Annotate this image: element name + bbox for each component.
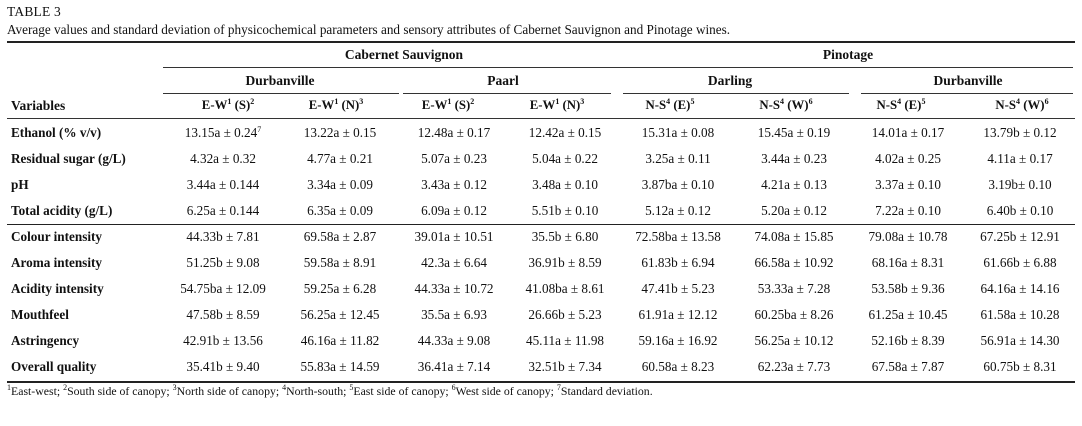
table-cell: 44.33b ± 7.81 xyxy=(186,229,260,244)
table-cell: 42.91b ± 13.56 xyxy=(183,333,263,348)
table-row xyxy=(7,328,1075,354)
row-label: Acidity intensity xyxy=(11,281,104,296)
column-header: $N-S^4$ $(E)^5$ xyxy=(876,97,926,112)
table-cell: 44.33a ± 10.72 xyxy=(414,281,494,296)
table-cell: 56.25a ± 10.12 xyxy=(754,333,834,348)
column-header: $N-S^4$ $(W)^6$ xyxy=(995,97,1049,112)
table-cell: $13.15a \pm 0.24^7$ xyxy=(184,125,262,140)
table-cell: 67.58a ± 7.87 xyxy=(871,359,945,374)
region-underline-durbanville-cs xyxy=(163,93,399,94)
table-cell: 3.44a ± 0.23 xyxy=(761,151,827,166)
table-cell: 13.22a ± 0.15 xyxy=(303,125,377,140)
table-cell: 3.48a ± 0.10 xyxy=(532,177,598,192)
table-cell: 35.5b ± 6.80 xyxy=(531,229,599,244)
region-underline-durbanville-pt xyxy=(861,93,1073,94)
table-row xyxy=(7,224,1075,250)
table-cell: 56.25a ± 12.45 xyxy=(300,307,380,322)
row-label: Total acidity (g/L) xyxy=(11,203,113,218)
table-cell: 52.16b ± 8.39 xyxy=(871,333,945,348)
cultivar-underline xyxy=(163,67,1073,68)
table-cell: 36.91b ± 8.59 xyxy=(528,255,602,270)
table-cell: 3.34a ± 0.09 xyxy=(307,177,373,192)
table-cell: 53.58b ± 9.36 xyxy=(871,281,945,296)
column-header: $N-S^4$ $(W)^6$ xyxy=(759,97,813,112)
table-row xyxy=(7,120,1075,146)
row-label: Ethanol (% v/v) xyxy=(11,125,102,140)
table-cell: 39.01a ± 10.51 xyxy=(414,229,494,244)
table-cell: 64.16a ± 14.16 xyxy=(980,281,1060,296)
table-cell: 35.41b ± 9.40 xyxy=(186,359,260,374)
table-row xyxy=(7,198,1075,224)
row-label: Overall quality xyxy=(11,359,97,374)
table-cell: 56.91a ± 14.30 xyxy=(980,333,1060,348)
table-cell: 59.25a ± 6.28 xyxy=(303,281,377,296)
region-header-durbanville-cs: Durbanville xyxy=(245,73,315,88)
table-cell: 79.08a ± 10.78 xyxy=(868,229,948,244)
table-cell: 47.58b ± 8.59 xyxy=(186,307,260,322)
table-cell: 67.25b ± 12.91 xyxy=(980,229,1060,244)
table-cell: 15.31a ± 0.08 xyxy=(641,125,715,140)
column-header: $N-S^4$ $(E)^5$ xyxy=(645,97,695,112)
column-header: $E-W^1$ $(N)^3$ xyxy=(529,97,585,112)
table-cell: 5.04a ± 0.22 xyxy=(532,151,598,166)
table-cell: 5.20a ± 0.12 xyxy=(761,203,827,218)
table-cell: 61.58a ± 10.28 xyxy=(980,307,1060,322)
variables-header: Variables xyxy=(11,98,66,113)
table-cell: 47.41b ± 5.23 xyxy=(641,281,715,296)
table-cell: 5.12a ± 0.12 xyxy=(645,203,711,218)
table-row xyxy=(7,354,1075,380)
table-row xyxy=(7,172,1075,198)
data-table xyxy=(7,120,1075,380)
table-cell: 61.83b ± 6.94 xyxy=(641,255,715,270)
column-header: $E-W^1$ $(S)^2$ xyxy=(201,97,255,112)
table-cell: 3.44a ± 0.144 xyxy=(186,177,260,192)
table-cell: 4.77a ± 0.21 xyxy=(307,151,373,166)
table-cell: 53.33a ± 7.28 xyxy=(757,281,831,296)
table-cell: 74.08a ± 15.85 xyxy=(754,229,834,244)
table-cell: 60.58a ± 8.23 xyxy=(641,359,715,374)
table-cell: 51.25b ± 9.08 xyxy=(186,255,260,270)
table-cell: 4.21a ± 0.13 xyxy=(761,177,827,192)
table-cell: 54.75ba ± 12.09 xyxy=(180,281,266,296)
table-cell: 55.83a ± 14.59 xyxy=(300,359,380,374)
table-cell: 61.66b ± 6.88 xyxy=(983,255,1057,270)
region-header-paarl: Paarl xyxy=(487,73,519,88)
table-cell: 14.01a ± 0.17 xyxy=(871,125,945,140)
table-cell: 41.08ba ± 8.61 xyxy=(525,281,605,296)
table-cell: 35.5a ± 6.93 xyxy=(421,307,487,322)
region-header-darling: Darling xyxy=(707,73,753,88)
table-cell: 6.25a ± 0.144 xyxy=(186,203,260,218)
table-cell: 5.51b ± 0.10 xyxy=(531,203,599,218)
table-row xyxy=(7,250,1075,276)
table-cell: 12.48a ± 0.17 xyxy=(417,125,491,140)
table-cell: 3.87ba ± 0.10 xyxy=(641,177,715,192)
table-cell: 61.25a ± 10.45 xyxy=(868,307,948,322)
header-rule xyxy=(7,118,1075,119)
cultivar-header-cabernet: Cabernet Sauvignon xyxy=(344,47,464,62)
table-cell: 36.41a ± 7.14 xyxy=(417,359,491,374)
table-cell: 59.16a ± 16.92 xyxy=(638,333,718,348)
table-cell: 4.32a ± 0.32 xyxy=(190,151,256,166)
region-header-durbanville-pt: Durbanville xyxy=(933,73,1003,88)
table-cell: 3.25a ± 0.11 xyxy=(645,151,711,166)
table-cell: 3.37a ± 0.10 xyxy=(875,177,941,192)
table-cell: 61.91a ± 12.12 xyxy=(638,307,718,322)
table-cell: 32.51b ± 7.34 xyxy=(528,359,602,374)
table-cell: 26.66b ± 5.23 xyxy=(528,307,602,322)
region-underline-paarl xyxy=(403,93,611,94)
table-cell: 4.11a ± 0.17 xyxy=(987,151,1053,166)
table-cell: 59.58a ± 8.91 xyxy=(303,255,377,270)
table-footnote: $^1$East-west; $^2$South side of canopy; $^3$North side of canopy; $^4$North-south; $^5$East side of canopy; $^6$West side of canopy; $^7$Standard deviation. xyxy=(7,383,653,398)
table-cell: 60.25ba ± 8.26 xyxy=(754,307,834,322)
table-cell: 6.35a ± 0.09 xyxy=(307,203,373,218)
table-cell: 68.16a ± 8.31 xyxy=(871,255,945,270)
table-row xyxy=(7,276,1075,302)
table-cell: 5.07a ± 0.23 xyxy=(421,151,487,166)
row-label: Astringency xyxy=(11,333,80,348)
table-cell: 45.11a ± 11.98 xyxy=(525,333,605,348)
row-label: Aroma intensity xyxy=(11,255,102,270)
table-cell: 44.33a ± 9.08 xyxy=(417,333,491,348)
table-label: TABLE 3 xyxy=(7,4,61,19)
table-cell: 69.58a ± 2.87 xyxy=(303,229,377,244)
table-cell: 6.40b ± 0.10 xyxy=(986,203,1054,218)
table-cell: 72.58ba ± 13.58 xyxy=(635,229,721,244)
row-label: Residual sugar (g/L) xyxy=(11,151,126,166)
section-divider xyxy=(7,224,1075,225)
table-cell: 42.3a ± 6.64 xyxy=(421,255,487,270)
table-cell: 62.23a ± 7.73 xyxy=(757,359,831,374)
region-underline-darling xyxy=(623,93,849,94)
table-cell: 6.09a ± 0.12 xyxy=(421,203,487,218)
table-cell: 12.42a ± 0.15 xyxy=(528,125,602,140)
top-rule xyxy=(7,41,1075,43)
cultivar-header-pinotage: Pinotage xyxy=(822,47,874,62)
table-cell: 3.19b± 0.10 xyxy=(988,177,1052,192)
table-cell: 4.02a ± 0.25 xyxy=(875,151,941,166)
table-cell: 60.75b ± 8.31 xyxy=(983,359,1057,374)
column-header: $E-W^1$ $(S)^2$ xyxy=(421,97,475,112)
table-cell: 13.79b ± 0.12 xyxy=(983,125,1057,140)
table-row xyxy=(7,146,1075,172)
row-label: pH xyxy=(11,177,29,192)
table-cell: 3.43a ± 0.12 xyxy=(421,177,487,192)
bottom-rule xyxy=(7,381,1075,383)
table-cell: 46.16a ± 11.82 xyxy=(300,333,380,348)
row-label: Colour intensity xyxy=(11,229,102,244)
table-caption: Average values and standard deviation of physicochemical parameters and sensory attributes of Cabernet Sauvignon and Pinotage wines. xyxy=(7,22,731,37)
table-row xyxy=(7,302,1075,328)
table-cell: 15.45a ± 0.19 xyxy=(757,125,831,140)
column-header: $E-W^1$ $(N)^3$ xyxy=(308,97,364,112)
table-cell: 66.58a ± 10.92 xyxy=(754,255,834,270)
row-label: Mouthfeel xyxy=(11,307,69,322)
table-cell: 7.22a ± 0.10 xyxy=(875,203,941,218)
